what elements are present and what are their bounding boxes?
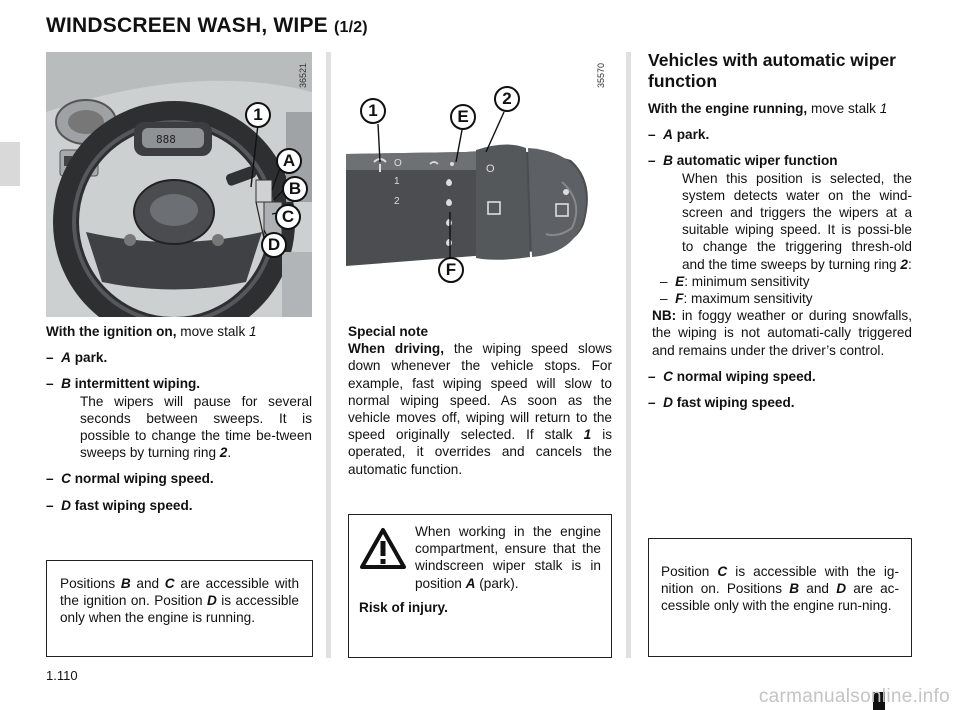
sensitivity-f — [648, 290, 912, 307]
callout-1: 1 — [360, 98, 386, 124]
b-desc-text: When this position is selected, the system detects water on the wind-screen and triggers the wipers at a suitable wiping speed. It is possi-ble to change the triggering thresh-old and the time sweeps by turning ring — [682, 170, 912, 272]
b-desc-end: . — [227, 445, 232, 461]
col3-intro-stalk: 1 — [879, 101, 888, 116]
note-key: D — [836, 581, 847, 597]
col1-note-box — [46, 560, 313, 657]
col3-item-d — [648, 394, 912, 411]
svg-text:O: O — [394, 158, 402, 169]
dash: – — [648, 127, 656, 143]
label-b: intermittent wiping. — [70, 376, 201, 392]
svg-text:O: O — [486, 163, 495, 175]
dash: – — [648, 395, 656, 411]
b-desc-ring: 2 — [219, 445, 228, 461]
column-separator-1 — [326, 52, 331, 658]
special-note-stalk: 1 — [583, 427, 592, 443]
special-note-bold: When driving, — [348, 341, 444, 357]
label-c: normal wiping speed. — [70, 471, 214, 487]
note-text: are ac-cessible only with the engine run-ning. — [661, 581, 900, 614]
sens-e-text: : minimum sensitivity — [684, 273, 810, 289]
note-text: are accessible with the ignition on. Position — [60, 576, 300, 609]
dash: – — [660, 291, 668, 307]
page-number: 1.110 — [46, 668, 78, 683]
b-desc-colon: : — [907, 256, 912, 272]
nb-label: NB: — [652, 308, 677, 324]
figure-number-1: 36521 — [298, 62, 308, 88]
key-b: B — [663, 153, 673, 169]
steering-wheel-illustration — [46, 52, 312, 317]
note-text: Positions — [60, 576, 121, 591]
special-note-body — [348, 340, 612, 478]
label-d: fast wiping speed. — [672, 395, 795, 411]
col3-heading: Vehicles with automatic wiper function — [648, 50, 896, 91]
special-note-text: is operated, it overrides and cancels the automatic function. — [348, 427, 613, 477]
note-key: B — [120, 576, 131, 591]
column-separator-2 — [626, 52, 631, 658]
callout-c: C — [275, 204, 301, 230]
note-key: D — [207, 593, 217, 609]
col3-item-b — [648, 152, 912, 169]
col2-special-note — [348, 323, 612, 478]
key-b: B — [61, 376, 71, 392]
col1-b-description — [46, 393, 312, 462]
label-a: park. — [70, 350, 108, 366]
callout-f: F — [438, 257, 464, 283]
col1-intro-rest: move stalk — [176, 324, 250, 339]
note-text: is accessible with the ig-nition on. Positions — [661, 564, 899, 597]
wiper-stalk-illustration — [346, 52, 612, 317]
warning-icon — [359, 527, 407, 571]
note-text: and — [799, 581, 837, 597]
watermark[interactable]: carmanualsonline.info — [758, 686, 950, 707]
title-part: (1/2) — [333, 19, 368, 36]
dash: – — [46, 471, 54, 487]
callout-e: E — [450, 104, 476, 130]
b-desc-text: The wipers will pause for several seconds between sweeps. It is possible to change the time be-tween sweeps by turning ring — [80, 393, 312, 461]
warning-text — [415, 523, 601, 592]
sensitivity-e — [648, 273, 912, 290]
dash: – — [46, 497, 54, 513]
nb-text: in foggy weather or during snowfalls, the wiping is not automati-cally triggered and remains under the driver’s control. — [652, 308, 912, 358]
col3-intro-bold: With the engine running, — [648, 101, 808, 116]
col3-intro — [648, 100, 912, 117]
warning-box — [348, 514, 612, 658]
label-d: fast wiping speed. — [70, 497, 193, 513]
callout-1: 1 — [245, 102, 271, 128]
svg-text:888: 888 — [156, 133, 176, 146]
col1-item-b — [46, 375, 312, 392]
b-desc-ring: 2 — [900, 256, 908, 272]
key-f: F — [675, 291, 684, 307]
warning-text-2: (park). — [475, 575, 519, 591]
note-key: C — [164, 576, 175, 591]
dash: – — [648, 368, 656, 384]
callout-a: A — [276, 148, 302, 174]
key-a: A — [663, 127, 673, 143]
figure-steering-wheel — [46, 52, 312, 317]
col1-item-a — [46, 349, 312, 366]
figure-number-2: 35570 — [596, 62, 606, 88]
label-a: park. — [672, 127, 710, 143]
col1-item-d — [46, 497, 312, 514]
warning-key: A — [465, 575, 476, 591]
callout-b: B — [282, 176, 308, 202]
note-text: Position — [661, 564, 718, 579]
dash: – — [46, 350, 54, 366]
dash: – — [46, 376, 54, 392]
key-d: D — [61, 497, 71, 513]
special-note-title: Special note — [348, 324, 429, 339]
callout-2: 2 — [494, 86, 520, 112]
page-title — [46, 14, 368, 38]
note-key: C — [717, 564, 728, 579]
key-c: C — [61, 471, 71, 487]
col3-item-a — [648, 126, 912, 143]
section-tab — [0, 142, 20, 186]
col1-intro-stalk: 1 — [249, 324, 257, 339]
sens-f-text: : maximum sensitivity — [683, 291, 813, 307]
label-c: normal wiping speed. — [672, 368, 816, 384]
note-text: is accessible only when the engine is running. — [60, 593, 299, 626]
title-main: WINDSCREEN WASH, WIPE — [46, 14, 328, 37]
svg-text:2: 2 — [394, 196, 400, 207]
special-note-text: the wiping speed slows down whenever the vehicle stops. For example, fast wiping speed will slow to normal wiping speed. As soon as the vehicle moves off, wiping will return to the speed originally selected. If stalk — [348, 341, 612, 443]
col3-b-description — [648, 170, 912, 273]
warning-risk — [359, 599, 448, 616]
key-a: A — [61, 350, 71, 366]
dash: – — [660, 273, 668, 289]
col1-text — [46, 323, 312, 514]
col1-intro — [46, 323, 312, 340]
key-e: E — [675, 273, 685, 289]
label-b: automatic wiper function — [672, 153, 838, 169]
note-text: and — [130, 576, 165, 591]
figure-wiper-stalk — [346, 52, 612, 317]
key-c: C — [663, 368, 673, 384]
warning-text-1: When working in the engine compartment, ensure that the windscreen wiper stalk is in position — [415, 524, 601, 591]
col3-text — [648, 50, 912, 411]
col1-intro-bold: With the ignition on, — [46, 324, 177, 339]
nb-note — [648, 307, 912, 359]
col3-intro-rest: move stalk — [807, 101, 880, 116]
note-key: B — [789, 581, 800, 597]
dash: – — [648, 153, 656, 169]
callout-d: D — [261, 232, 287, 258]
col3-note-box — [648, 538, 912, 657]
risk-of-injury: Risk of injury. — [359, 600, 448, 615]
col3-item-c — [648, 368, 912, 385]
svg-text:1: 1 — [394, 176, 400, 187]
col1-item-c — [46, 470, 312, 487]
key-d: D — [663, 395, 673, 411]
